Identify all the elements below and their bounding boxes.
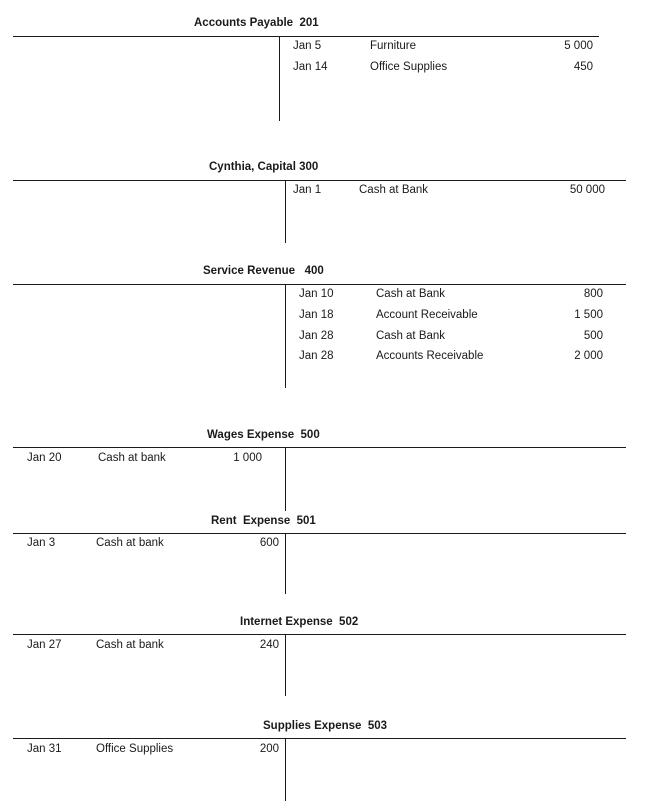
t-account-horizontal-rule: [13, 634, 626, 635]
t-account-horizontal-rule: [13, 533, 626, 534]
account-title: Wages Expense 500: [207, 429, 320, 441]
credit-amount: 1 500: [574, 309, 603, 321]
account-title: Cynthia, Capital 300: [209, 161, 319, 173]
debit-date: Jan 20: [27, 452, 62, 464]
t-account-horizontal-rule: [13, 284, 626, 285]
t-account-horizontal-rule: [13, 36, 599, 37]
t-account-vertical-rule: [285, 634, 286, 696]
credit-description: Cash at Bank: [376, 288, 446, 300]
account-title: Supplies Expense 503: [263, 720, 388, 732]
credit-amount: 500: [583, 330, 603, 342]
credit-amount: 450: [573, 61, 593, 73]
credit-description: Furniture: [370, 40, 417, 52]
credit-amount: 5 000: [564, 40, 593, 52]
debit-amount: 200: [259, 743, 279, 755]
credit-description: Cash at Bank: [376, 330, 446, 342]
account-title: Rent Expense 501: [211, 515, 316, 527]
credit-date: Jan 28: [299, 350, 334, 362]
t-account-horizontal-rule: [13, 738, 626, 739]
debit-amount: 240: [259, 639, 279, 651]
debit-date: Jan 27: [27, 639, 62, 651]
t-account-vertical-rule: [285, 284, 286, 388]
debit-description: Cash at bank: [98, 452, 166, 464]
account-title: Internet Expense 502: [240, 616, 359, 628]
credit-description: Cash at Bank: [359, 184, 429, 196]
debit-amount: 1 000: [233, 452, 262, 464]
credit-date: Jan 1: [293, 184, 322, 196]
credit-date: Jan 14: [293, 61, 328, 73]
credit-date: Jan 28: [299, 330, 334, 342]
credit-amount: 50 000: [569, 184, 605, 196]
credit-date: Jan 18: [299, 309, 334, 321]
credit-description: Account Receivable: [376, 309, 478, 321]
credit-amount: 2 000: [574, 350, 603, 362]
credit-date: Jan 10: [299, 288, 334, 300]
account-title: Accounts Payable 201: [194, 17, 319, 29]
debit-date: Jan 3: [27, 537, 56, 549]
t-account-vertical-rule: [285, 738, 286, 801]
debit-description: Office Supplies: [96, 743, 174, 755]
t-account-horizontal-rule: [13, 447, 626, 448]
debit-date: Jan 31: [27, 743, 62, 755]
t-account-vertical-rule: [285, 533, 286, 594]
t-account-vertical-rule: [285, 447, 286, 511]
credit-description: Accounts Receivable: [376, 350, 484, 362]
credit-amount: 800: [583, 288, 603, 300]
t-account-horizontal-rule: [13, 180, 626, 181]
credit-date: Jan 5: [293, 40, 322, 52]
debit-description: Cash at bank: [96, 537, 164, 549]
credit-description: Office Supplies: [370, 61, 448, 73]
debit-description: Cash at bank: [96, 639, 164, 651]
debit-amount: 600: [259, 537, 279, 549]
t-account-vertical-rule: [285, 180, 286, 243]
t-account-vertical-rule: [279, 36, 280, 121]
account-title: Service Revenue 400: [203, 265, 324, 277]
